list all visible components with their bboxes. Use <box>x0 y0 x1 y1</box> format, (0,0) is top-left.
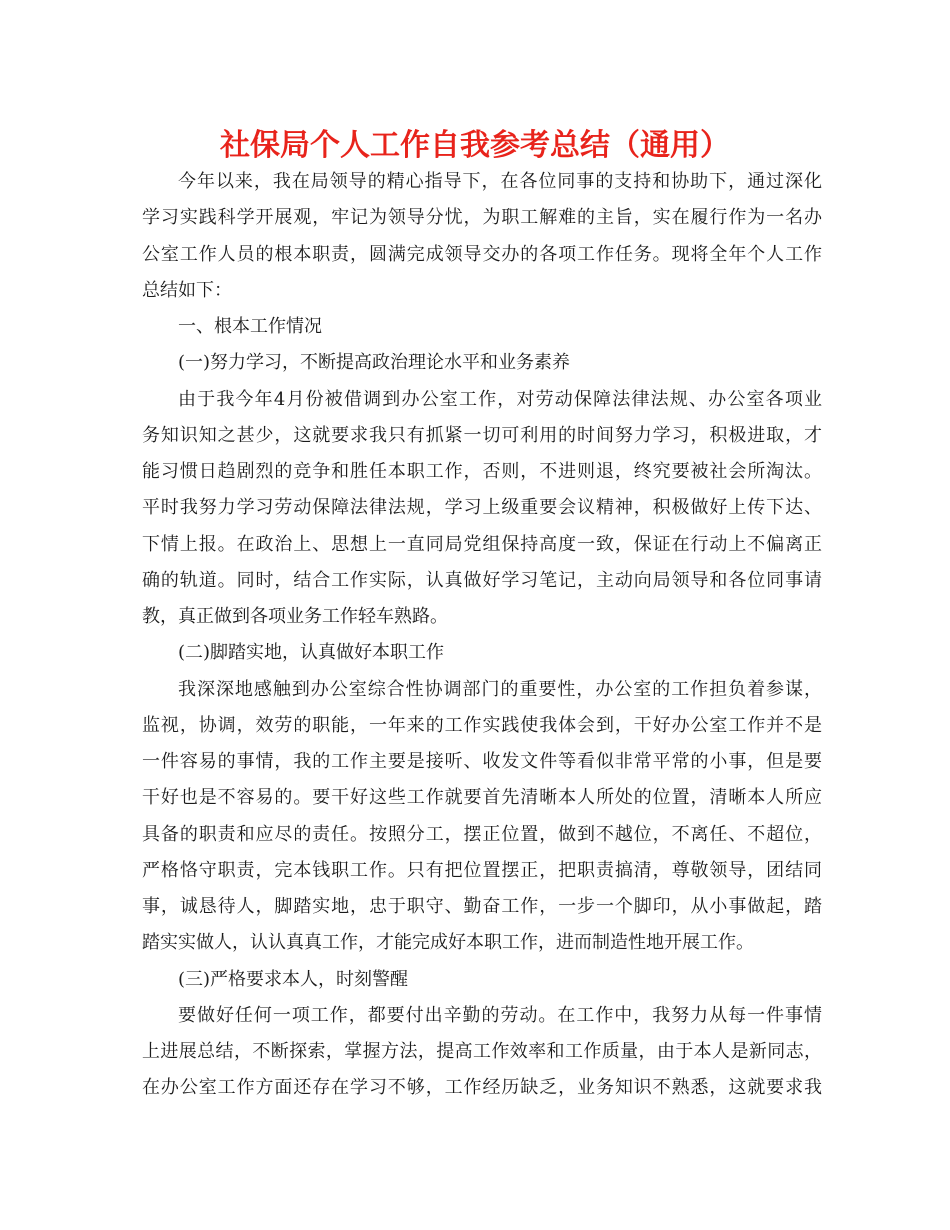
text-line: 确的轨道。同时，结合工作实际，认真做好学习笔记，主动向局领导和各位同事请 <box>142 569 822 591</box>
text-line: 严格恪守职责，完本钱职工作。只有把位置摆正，把职责搞清，尊敬领导，团结同 <box>142 859 822 881</box>
text-line: 学习实践科学开展观，牢记为领导分忧，为职工解难的主旨，实在履行作为一名办 <box>142 207 822 229</box>
text-line: 我深深地感触到办公室综合性协调部门的重要性，办公室的工作担负着参谋， <box>178 678 822 700</box>
text-line: 公室工作人员的根本职责，圆满完成领导交办的各项工作任务。现将全年个人工作 <box>142 243 822 265</box>
text-line: 平时我努力学习劳动保障法律法规，学习上级重要会议精神，积极做好上传下达、 <box>142 497 822 519</box>
text-line: 踏实实做人，认认真真工作，才能完成好本职工作，进而制造性地开展工作。 <box>142 932 754 954</box>
text-line: 事，诚恳待人，脚踏实地，忠于职守、勤奋工作，一步一个脚印，从小事做起，踏 <box>142 896 822 917</box>
text-line: 监视，协调，效劳的职能，一年来的工作实践使我体会到，干好办公室工作并不是 <box>142 714 822 736</box>
text-line: 具备的职责和应尽的责任。按照分工，摆正位置，做到不越位，不离任、不超位， <box>142 823 822 845</box>
text-line: 干好也是不容易的。要干好这些工作就要首先清晰本人所处的位置，清晰本人所应 <box>142 787 822 809</box>
text-line: 总结如下： <box>142 279 232 301</box>
text-line: 今年以来，我在局领导的精心指导下，在各位同事的支持和协助下，通过深化 <box>178 171 822 192</box>
text-line: 下情上报。在政治上、思想上一直同局党组保持高度一致，保证在行动上不偏离正 <box>142 533 822 555</box>
text-line: 务知识知之甚少，这就要求我只有抓紧一切可利用的时间努力学习，积极进取，才 <box>142 424 822 446</box>
text-line: 由于我今年4月份被借调到办公室工作，对劳动保障法律法规、办公室各项业 <box>178 388 822 410</box>
text-line: (三)严格要求本人，时刻警醒 <box>178 968 409 990</box>
text-line: 在办公室工作方面还存在学习不够，工作经历缺乏，业务知识不熟悉，这就要求我 <box>142 1077 822 1099</box>
text-line: 要做好任何一项工作，都要付出辛勤的劳动。在工作中，我努力从每一件事情 <box>178 1004 822 1026</box>
text-line: (一)努力学习，不断提高政治理论水平和业务素养 <box>178 352 571 374</box>
text-line: 上进展总结，不断探索，掌握方法，提高工作效率和工作质量，由于本人是新同志， <box>142 1041 822 1062</box>
document-body <box>142 164 822 1107</box>
text-line: 能习惯日趋剧烈的竞争和胜任本职工作，否则，不进则退，终究要被社会所淘汰。 <box>142 461 822 482</box>
document-title: 社保局个人工作自我参考总结（通用） <box>220 128 730 163</box>
text-line: 一、根本工作情况 <box>178 316 322 337</box>
text-line: 一件容易的事情，我的工作主要是接听、收发文件等看似非常平常的小事，但是要 <box>142 751 822 772</box>
text-line: 教，真正做到各项业务工作轻车熟路。 <box>142 606 448 627</box>
text-line: (二)脚踏实地，认真做好本职工作 <box>178 642 445 664</box>
